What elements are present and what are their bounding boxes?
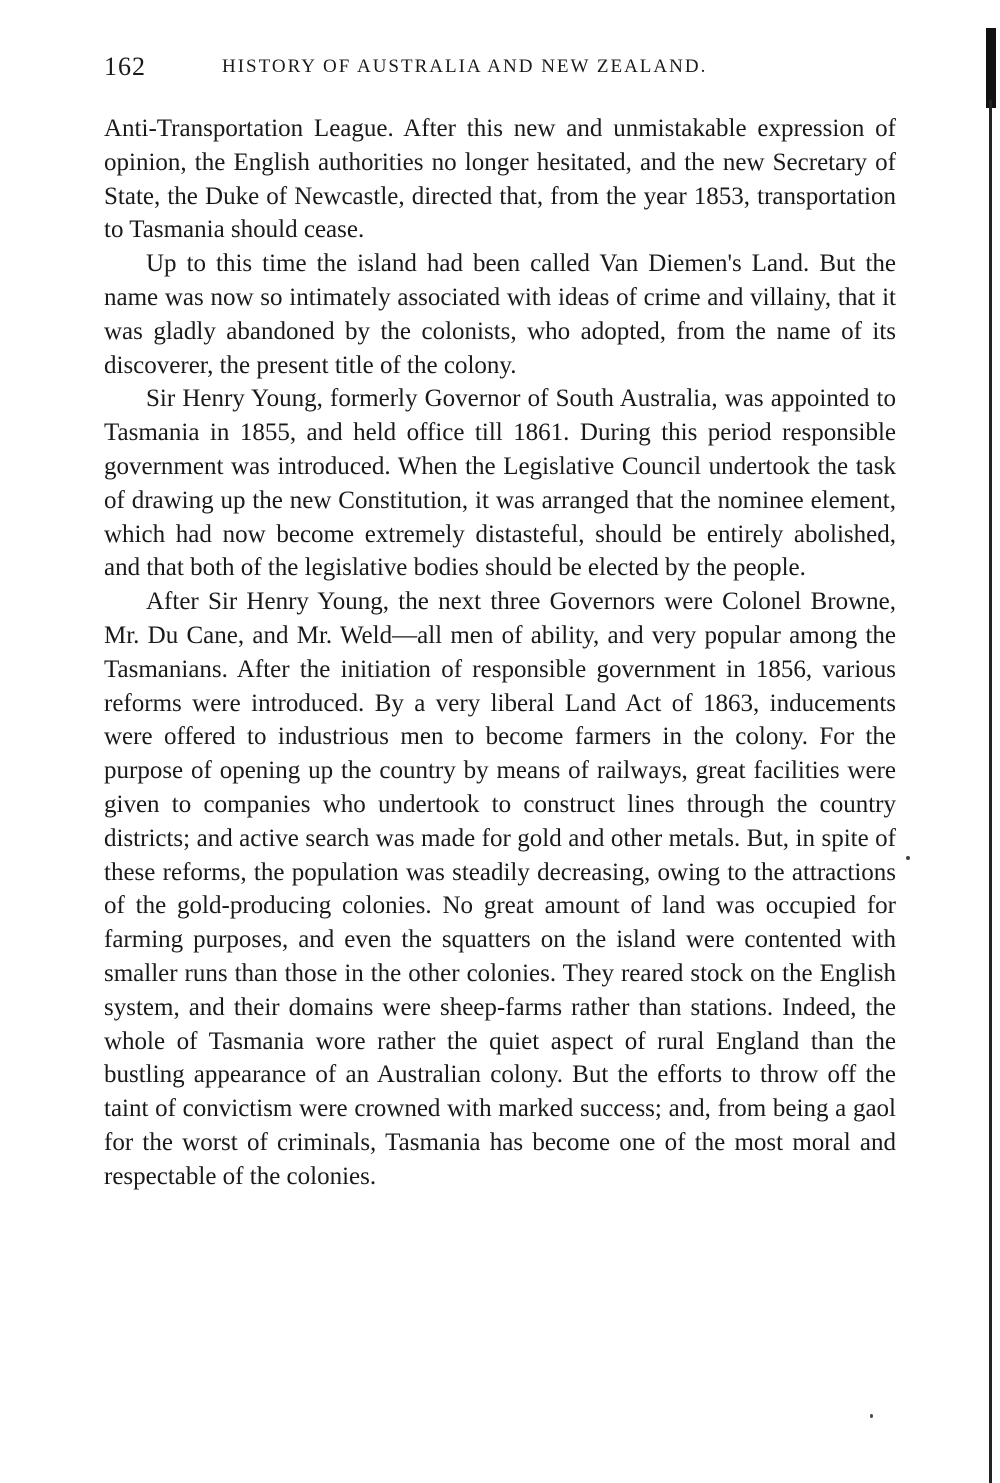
- edge-line: [989, 100, 992, 1483]
- page-number: 162: [104, 52, 146, 81]
- page-edge-shadow: [984, 0, 1000, 1483]
- running-head: HISTORY OF AUSTRALIA AND NEW ZEALAND.: [222, 56, 708, 77]
- scan-speck: [870, 1414, 873, 1418]
- paragraph: Up to this time the island had been called Van Diemen's Land. But the name was now so intimately associated with ideas of crime and villainy, that it was gladly abandoned by the colonists, who adopted, from the name of its discoverer, the present title of the colony.: [104, 250, 896, 379]
- scan-speck: [906, 856, 910, 860]
- paragraph: After Sir Henry Young, the next three Governors were Colonel Browne, Mr. Du Cane, and Mr. Weld—all men of ability, and very popular among the Tasmanians. After the initiation of responsible government in 1856, various reforms were introduced. By a very liberal Land Act of 1863, inducements were offered to industrious men to become farmers in the colony. For the purpose of opening up the country by means of railways, great facilities were given to companies who undertook to construct lines through the country districts; and active search was made for gold and other metals. But, in spite of these reforms, the population was steadily decreasing, owing to the attractions of the gold-producing colonies. No great amount of land was occupied for farming purposes, and even the squatters on the island were contented with smaller runs than those in the other colonies. They reared stock on the English system, and their domains were sheep-farms rather than stations. Indeed, the whole of Tasmania wore rather the quiet aspect of rural England than the bustling appearance of an Australian colony. But the efforts to throw off the taint of convictism were crowned with marked success; and, from being a gaol for the worst of criminals, Tasmania has become one of the most moral and respectable of the colonies.: [104, 588, 896, 1190]
- paragraph: Sir Henry Young, formerly Governor of South Australia, was appointed to Tasmania in 1855, and held office till 1861. During this period responsible government was introduced. When the Legislative Council undertook the task of drawing up the new Constitution, it was arranged that the nominee element, which had now become extremely distasteful, should be entirely abolished, and that both of the legislative bodies should be elected by the people.: [104, 385, 896, 582]
- paragraph: Anti-Transportation League. After this new and unmistakable expression of opinion, the English authorities no longer hesitated, and the new Secretary of State, the Duke of Newcastle, directed that, from the year 1853, transportation to Tasmania should cease.: [104, 115, 896, 244]
- edge-mark: [986, 28, 996, 108]
- page-header: [104, 52, 794, 82]
- body-text: [104, 112, 896, 1194]
